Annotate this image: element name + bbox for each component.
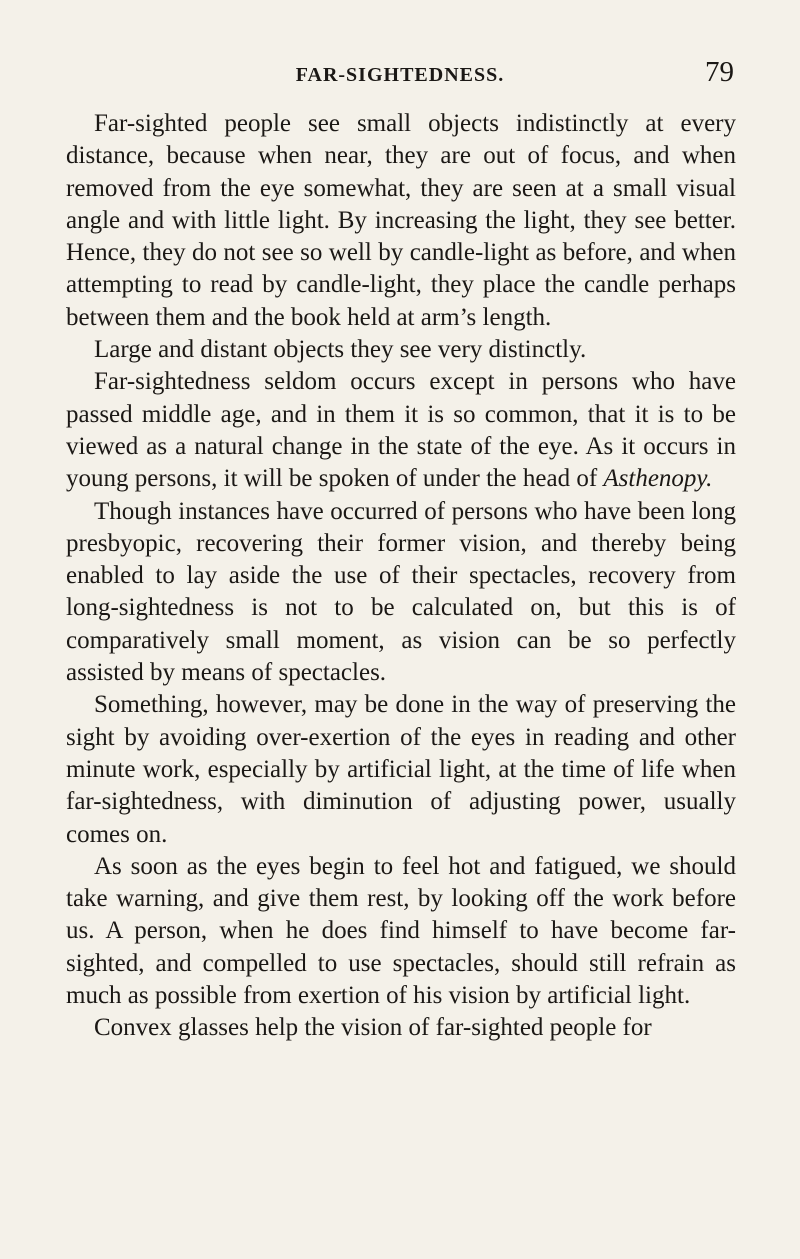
paragraph (66, 108, 736, 334)
page-number: 79 (705, 56, 734, 88)
running-head: FAR-SIGHTEDNESS. (295, 64, 505, 86)
italic-term: Asthenopy. (603, 465, 713, 493)
paragraph-text: Far-sightedness seldom occurs except in persons who have passed middle age, and in them it is so common, that it is to be viewed as a natural change in the state of the eye. As it occurs in young persons, it will be spoken of under the head of (66, 368, 736, 493)
paragraph-text: As soon as the eyes begin to feel hot and fatigued, we should take warning, and give them rest, by looking off the work before us. A person, when he does find himself to have become far-sighted, and compelled to use spectacles, should still refrain as much as possible from exertion of his vision by artificial light. (66, 852, 736, 1010)
paragraph (66, 496, 736, 690)
body-text (66, 108, 736, 1045)
paragraph (66, 1012, 736, 1044)
paragraph-text: Though instances have occurred of persons who have been long presbyopic, recovering their former vision, and thereby being enabled to lay aside the use of their spectacles, recovery from long-sightedness is not to be calculated on, but this is of comparatively small moment, as vision can be so perfectly assisted by means of spectacles. (66, 497, 736, 687)
paragraph (66, 334, 736, 366)
paragraph-text: Something, however, may be done in the way of preserving the sight by avoiding over-exertion of the eyes in reading and other minute work, especially by artificial light, at the time of life when far-sightedness, with diminution of adjusting power, usually comes on. (66, 691, 736, 848)
paragraph-text: Far-sighted people see small objects indistinctly at every distance, because when near, they are out of focus, and when removed from the eye somewhat, they are seen at a small visual angle and with little light. By increasing the light, they see better. Hence, they do not see so well by candle-light as before, and when attempting to read by candle-light, they place the candle perhaps between them and the book held at arm’s length. (66, 110, 736, 331)
paragraph (66, 851, 736, 1012)
paragraph (66, 366, 736, 495)
paragraph-text: Large and distant objects they see very distinctly. (94, 336, 587, 364)
paragraph (66, 689, 736, 850)
paragraph-text: Convex glasses help the vision of far-sighted people for (94, 1014, 652, 1042)
page-header (66, 56, 734, 96)
